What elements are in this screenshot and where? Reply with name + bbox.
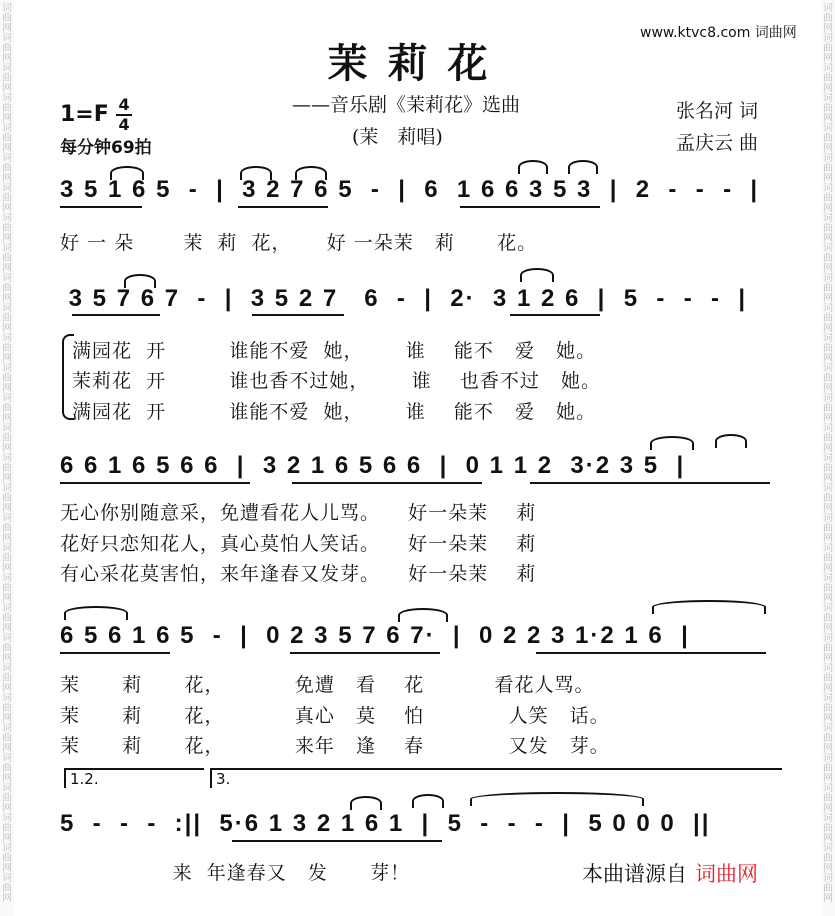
watermark-glyph: 词 <box>823 243 833 254</box>
watermark-glyph: 曲 <box>2 13 12 24</box>
watermark-glyph: 词 <box>2 513 12 524</box>
watermark-glyph: 词 <box>823 693 833 704</box>
source-credit <box>582 858 758 888</box>
watermark-glyph: 曲 <box>823 73 833 84</box>
watermark-glyph: 网 <box>2 803 12 814</box>
watermark-glyph: 网 <box>2 173 12 184</box>
beam-line <box>60 206 142 208</box>
watermark-glyph: 词 <box>823 573 833 584</box>
watermark-glyph: 词 <box>2 183 12 194</box>
watermark-glyph: 曲 <box>823 853 833 864</box>
lyrics-row-4-verse-2: 茉 莉 花， 真心 莫 怕 人笑 话。 <box>60 705 610 727</box>
watermark-glyph: 曲 <box>2 43 12 54</box>
composer-credit: 孟庆云 曲 <box>676 132 759 154</box>
watermark-glyph: 曲 <box>2 703 12 714</box>
watermark-glyph: 词 <box>823 603 833 614</box>
watermark-glyph: 词 <box>823 843 833 854</box>
watermark-glyph: 词 <box>2 753 12 764</box>
watermark-glyph: 词 <box>2 363 12 374</box>
notation-row-3: 6 6 1 6 5 6 6 | 3 2 1 6 5 6 6 | 0 1 1 2 3·2 3 5 | <box>60 452 686 479</box>
watermark-glyph: 网 <box>2 743 12 754</box>
watermark-glyph: 曲 <box>823 283 833 294</box>
beam-line <box>232 840 442 842</box>
watermark-glyph: 曲 <box>2 313 12 324</box>
watermark-glyph: 曲 <box>823 763 833 774</box>
watermark-glyph: 曲 <box>823 43 833 54</box>
watermark-glyph: 网 <box>823 563 833 574</box>
watermark-glyph: 曲 <box>2 883 12 894</box>
watermark-glyph: 网 <box>2 563 12 574</box>
watermark-glyph: 曲 <box>2 823 12 834</box>
watermark-glyph: 词 <box>2 213 12 224</box>
watermark-glyph: 曲 <box>823 463 833 474</box>
slur-mark <box>124 274 156 288</box>
volta-bracket-2: 3. <box>210 768 782 788</box>
slur-mark <box>568 160 598 174</box>
key-label: 1=F <box>60 102 109 127</box>
watermark-glyph: 词 <box>2 453 12 464</box>
watermark-glyph: 网 <box>2 353 12 364</box>
watermark-glyph: 网 <box>823 143 833 154</box>
watermark-glyph: 曲 <box>823 673 833 684</box>
watermark-glyph: 曲 <box>2 733 12 744</box>
watermark-glyph: 网 <box>823 773 833 784</box>
watermark-glyph: 网 <box>2 683 12 694</box>
watermark-glyph: 网 <box>823 653 833 664</box>
time-signature <box>116 96 131 134</box>
watermark-glyph: 曲 <box>2 673 12 684</box>
watermark-glyph: 词 <box>2 843 12 854</box>
watermark-glyph: 曲 <box>823 223 833 234</box>
watermark-glyph: 曲 <box>2 853 12 864</box>
watermark-glyph: 词 <box>823 393 833 404</box>
watermark-glyph: 曲 <box>823 133 833 144</box>
watermark-glyph: 词 <box>823 723 833 734</box>
watermark-glyph: 网 <box>823 863 833 874</box>
slur-mark <box>240 166 272 180</box>
watermark-glyph: 网 <box>2 143 12 154</box>
watermark-glyph: 网 <box>823 173 833 184</box>
watermark-glyph: 曲 <box>823 193 833 204</box>
watermark-glyph: 曲 <box>823 403 833 414</box>
watermark-glyph: 曲 <box>2 523 12 534</box>
slur-mark <box>64 606 128 620</box>
watermark-glyph: 网 <box>823 893 833 904</box>
watermark-glyph: 网 <box>823 503 833 514</box>
beam-line <box>292 482 482 484</box>
watermark-glyph: 曲 <box>823 583 833 594</box>
watermark-glyph: 网 <box>2 263 12 274</box>
watermark-glyph: 网 <box>2 503 12 514</box>
watermark-glyph: 词 <box>2 63 12 74</box>
watermark-glyph: 网 <box>823 203 833 214</box>
watermark-glyph: 词 <box>823 423 833 434</box>
watermark-glyph: 网 <box>2 773 12 784</box>
watermark-glyph: 曲 <box>2 193 12 204</box>
watermark-glyph: 网 <box>823 323 833 334</box>
watermark-glyph: 网 <box>2 293 12 304</box>
lyrics-row-1: 好 一 朵 茉 莉 花， 好 一朵茉 莉 花。 <box>60 232 538 254</box>
slur-mark <box>652 600 766 614</box>
beam-line <box>460 206 600 208</box>
watermark-glyph: 曲 <box>2 103 12 114</box>
watermark-glyph: 网 <box>2 653 12 664</box>
slur-mark <box>398 608 448 622</box>
slur-mark <box>110 166 144 180</box>
watermark-glyph: 曲 <box>823 883 833 894</box>
watermark-glyph: 词 <box>823 93 833 104</box>
watermark-glyph: 曲 <box>2 163 12 174</box>
beam-line <box>72 314 160 316</box>
watermark-glyph: 网 <box>2 833 12 844</box>
watermark-glyph: 网 <box>823 473 833 484</box>
watermark-glyph: 曲 <box>823 163 833 174</box>
lyrics-row-3-verse-3: 有心采花莫害怕，来年逢春又发芽。 好一朵茉 莉 <box>60 563 537 585</box>
watermark-glyph: 词 <box>2 813 12 824</box>
beam-line <box>60 652 170 654</box>
watermark-glyph: 网 <box>2 233 12 244</box>
watermark-glyph: 网 <box>2 893 12 904</box>
watermark-glyph: 网 <box>2 323 12 334</box>
watermark-glyph: 曲 <box>823 13 833 24</box>
watermark-glyph: 词 <box>2 93 12 104</box>
watermark-glyph: 网 <box>823 263 833 274</box>
watermark-glyph: 曲 <box>2 73 12 84</box>
watermark-glyph: 网 <box>823 593 833 604</box>
watermark-glyph: 网 <box>823 803 833 814</box>
beam-line <box>60 482 250 484</box>
slur-mark <box>412 794 444 808</box>
watermark-glyph: 曲 <box>823 313 833 324</box>
watermark-glyph: 曲 <box>823 823 833 834</box>
lyrics-row-4-verse-1: 茉 莉 花， 免遭 看 花 看花人骂。 <box>60 674 595 696</box>
watermark-glyph: 网 <box>2 623 12 634</box>
lyrics-row-2-verse-3: 满园花 开 谁能不爱 她， 谁 能不 爱 她。 <box>72 401 597 423</box>
watermark-glyph: 曲 <box>2 403 12 414</box>
watermark-glyph: 曲 <box>823 553 833 564</box>
key-signature <box>60 96 132 134</box>
volta-bracket-1: 1.2. <box>64 768 204 788</box>
beam-line <box>530 482 770 484</box>
tie-mark <box>470 792 644 806</box>
source-brand[interactable]: 词曲网 <box>695 862 758 886</box>
watermark-glyph: 曲 <box>2 343 12 354</box>
site-watermark: www.ktvc8.com 词曲网 <box>640 25 797 41</box>
watermark-glyph: 曲 <box>2 133 12 144</box>
watermark-glyph: 曲 <box>2 793 12 804</box>
source-label: 本曲谱源自 <box>582 862 687 886</box>
watermark-glyph: 网 <box>823 743 833 754</box>
slur-mark <box>350 796 382 810</box>
watermark-glyph: 词 <box>823 273 833 284</box>
watermark-glyph: 网 <box>823 533 833 544</box>
watermark-glyph: 曲 <box>2 613 12 624</box>
watermark-glyph: 网 <box>823 233 833 244</box>
watermark-glyph: 词 <box>2 243 12 254</box>
watermark-glyph: 词 <box>2 783 12 794</box>
watermark-glyph: 曲 <box>2 373 12 384</box>
watermark-glyph: 词 <box>823 363 833 374</box>
beam-line <box>290 652 440 654</box>
slur-mark <box>518 160 548 174</box>
slur-mark <box>650 436 694 450</box>
watermark-glyph: 网 <box>2 713 12 724</box>
watermark-glyph: 曲 <box>2 433 12 444</box>
notation-row-5: 5 - - - :|| 5·6 1 3 2 1 6 1 | 5 - - - | 5 0 0 0 || <box>60 810 711 837</box>
watermark-glyph: 网 <box>2 203 12 214</box>
watermark-glyph: 词 <box>2 3 12 14</box>
watermark-glyph: 词 <box>2 633 12 644</box>
watermark-glyph: 词 <box>823 213 833 224</box>
watermark-glyph: 曲 <box>823 433 833 444</box>
beam-line <box>238 206 328 208</box>
watermark-glyph: 网 <box>2 383 12 394</box>
watermark-glyph: 网 <box>2 443 12 454</box>
lyrics-row-3-verse-1: 无心你别随意采，免遭看花人儿骂。 好一朵茉 莉 <box>60 502 537 524</box>
watermark-glyph: 曲 <box>823 703 833 714</box>
beam-line <box>510 314 600 316</box>
watermark-glyph: 网 <box>2 863 12 874</box>
watermark-glyph: 曲 <box>2 643 12 654</box>
watermark-glyph: 曲 <box>2 763 12 774</box>
watermark-glyph: 词 <box>823 513 833 524</box>
lyrics-row-4-verse-3: 茉 莉 花， 来年 逢 春 又发 芽。 <box>60 735 610 757</box>
watermark-glyph: 词 <box>823 153 833 164</box>
slur-mark <box>520 268 554 282</box>
watermark-glyph: 词 <box>823 753 833 764</box>
watermark-glyph: 词 <box>2 603 12 614</box>
tempo-marking: 每分钟69拍 <box>60 138 152 158</box>
song-title: 茉莉花 <box>327 40 508 87</box>
watermark-glyph: 曲 <box>823 343 833 354</box>
watermark-glyph: 网 <box>823 443 833 454</box>
lyrics-row-5: 来 年逢春又 发 芽！ <box>60 862 411 884</box>
time-denominator: 4 <box>118 115 130 134</box>
lyrics-row-2-verse-1: 满园花 开 谁能不爱 她， 谁 能不 爱 她。 <box>72 340 597 362</box>
watermark-glyph: 曲 <box>823 613 833 624</box>
watermark-glyph: 词 <box>823 483 833 494</box>
watermark-glyph: 曲 <box>2 223 12 234</box>
watermark-glyph: 词 <box>823 813 833 824</box>
watermark-glyph: 曲 <box>2 253 12 264</box>
watermark-glyph: 网 <box>2 83 12 94</box>
watermark-glyph: 词 <box>823 3 833 14</box>
watermark-glyph: 词 <box>823 873 833 884</box>
watermark-glyph: 曲 <box>823 793 833 804</box>
watermark-glyph: 网 <box>823 293 833 304</box>
watermark-glyph: 网 <box>823 413 833 424</box>
watermark-glyph: 曲 <box>2 283 12 294</box>
watermark-glyph: 曲 <box>823 733 833 744</box>
watermark-glyph: 网 <box>823 53 833 64</box>
watermark-glyph: 网 <box>2 593 12 604</box>
watermark-glyph: 词 <box>2 423 12 434</box>
watermark-glyph: 词 <box>2 483 12 494</box>
watermark-glyph: 曲 <box>823 643 833 654</box>
left-watermark-strip <box>0 0 14 916</box>
watermark-glyph: 曲 <box>823 373 833 384</box>
watermark-glyph: 词 <box>2 873 12 884</box>
watermark-glyph: 词 <box>823 303 833 314</box>
beam-line <box>252 314 344 316</box>
watermark-glyph: 网 <box>823 833 833 844</box>
watermark-glyph: 曲 <box>2 583 12 594</box>
watermark-glyph: 词 <box>2 123 12 134</box>
watermark-glyph: 网 <box>2 113 12 124</box>
watermark-glyph: 词 <box>2 693 12 704</box>
watermark-glyph: 网 <box>823 383 833 394</box>
song-subtitle: ——音乐剧《茉莉花》选曲 <box>292 94 521 116</box>
slur-mark <box>715 434 747 448</box>
notation-row-2: 3 5 7 6 7 - | 3 5 2 7 6 - | 2· 3 1 2 6 | 5 - - - | <box>60 285 748 312</box>
watermark-glyph: 词 <box>823 453 833 464</box>
watermark-glyph: 词 <box>2 543 12 554</box>
watermark-glyph: 曲 <box>2 553 12 564</box>
watermark-glyph: 曲 <box>823 253 833 264</box>
watermark-glyph: 网 <box>823 623 833 634</box>
lyricist-credit: 张名河 词 <box>676 100 759 122</box>
watermark-glyph: 曲 <box>823 493 833 504</box>
watermark-glyph: 网 <box>823 83 833 94</box>
watermark-glyph: 网 <box>2 23 12 34</box>
watermark-glyph: 词 <box>2 153 12 164</box>
watermark-glyph: 网 <box>2 53 12 64</box>
watermark-glyph: 曲 <box>2 463 12 474</box>
watermark-glyph: 网 <box>2 413 12 424</box>
watermark-glyph: 词 <box>823 183 833 194</box>
watermark-glyph: 词 <box>2 333 12 344</box>
watermark-glyph: 词 <box>823 123 833 134</box>
time-numerator: 4 <box>118 95 130 114</box>
watermark-glyph: 网 <box>823 713 833 724</box>
watermark-glyph: 词 <box>823 63 833 74</box>
watermark-glyph: 网 <box>823 113 833 124</box>
watermark-glyph: 词 <box>823 333 833 344</box>
watermark-glyph: 词 <box>823 633 833 644</box>
watermark-glyph: 曲 <box>823 523 833 534</box>
lyrics-row-3-verse-2: 花好只恋知花人，真心莫怕人笑话。 好一朵茉 莉 <box>60 533 537 555</box>
watermark-glyph: 网 <box>823 683 833 694</box>
watermark-glyph: 词 <box>2 393 12 404</box>
watermark-glyph: 词 <box>823 783 833 794</box>
watermark-glyph: 曲 <box>2 493 12 504</box>
watermark-glyph: 词 <box>823 663 833 674</box>
watermark-glyph: 词 <box>2 573 12 584</box>
slur-mark <box>295 166 327 180</box>
watermark-glyph: 词 <box>823 33 833 44</box>
watermark-glyph: 网 <box>823 353 833 364</box>
watermark-glyph: 曲 <box>823 103 833 114</box>
watermark-glyph: 网 <box>2 473 12 484</box>
watermark-glyph: 网 <box>823 23 833 34</box>
right-watermark-strip <box>821 0 835 916</box>
notation-row-4: 6 5 6 1 6 5 - | 0 2 3 5 7 6 7· | 0 2 2 3 1·2 1 6 | <box>60 622 690 649</box>
notation-row-1: 3 5 1 6 5 - | 3 2 7 6 5 - | 6 1 6 6 3 5 3 | 2 - - - | <box>60 176 760 203</box>
watermark-glyph: 词 <box>2 723 12 734</box>
watermark-glyph: 词 <box>2 663 12 674</box>
watermark-glyph: 网 <box>2 533 12 544</box>
singer-credit: (茉 莉唱) <box>352 126 443 148</box>
watermark-glyph: 词 <box>2 303 12 314</box>
lyrics-row-2-verse-2: 茉莉花 开 谁也香不过她， 谁 也香不过 她。 <box>72 370 601 392</box>
watermark-glyph: 词 <box>2 273 12 284</box>
watermark-glyph: 词 <box>2 33 12 44</box>
watermark-glyph: 词 <box>823 543 833 554</box>
beam-line <box>536 652 766 654</box>
